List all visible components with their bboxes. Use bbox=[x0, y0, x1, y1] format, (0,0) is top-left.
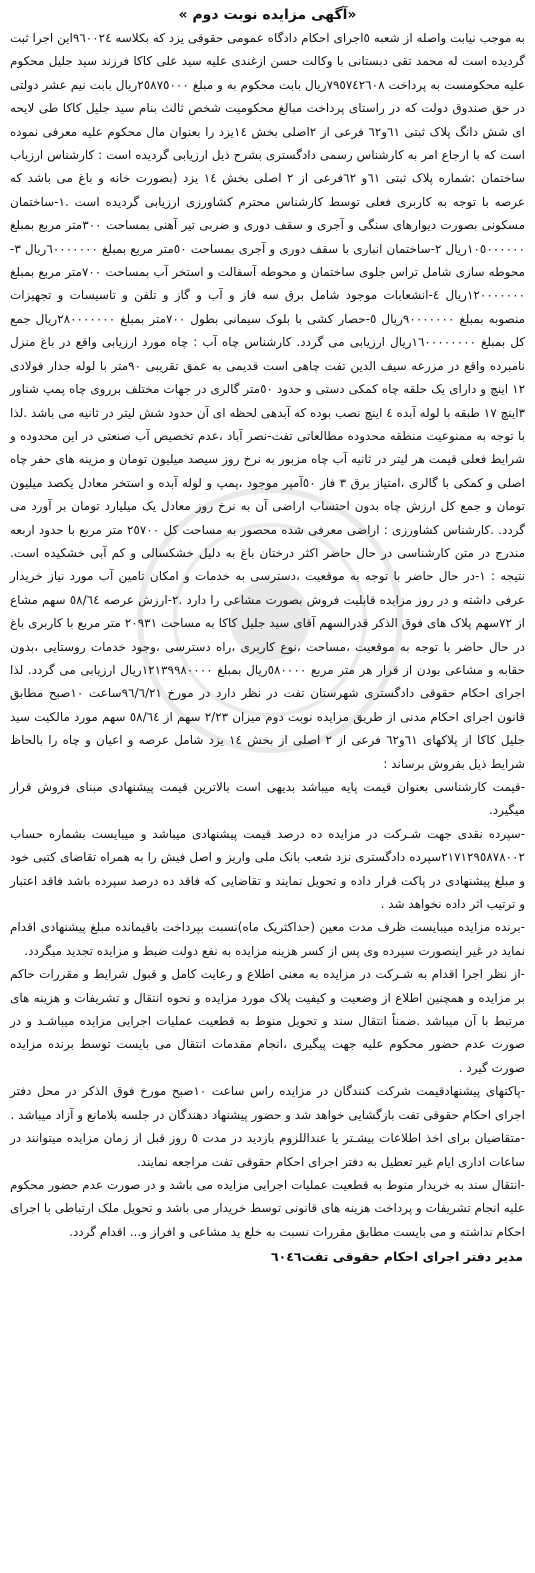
intro-paragraph: به موجب نیابت واصله از شعبه ٥اجرای احکام دادگاه عمومی حقوقی یزد که بکلاسه ۹٦۰۰۲٤این اجرا ثبت گردیده است له محمد تقی دبستانی با وکالت حسن ازغندی علیه سید علی کاکا فرزند سید جلیل محکوم علیه محکومست به پرداخت ۷۹٥۷٤٢٦۰۸ریال بابت محکوم به و مبلغ ۲٥۸۷٥۰۰۰ریال بابت نیم عشر دولتی در حق صندوق دولت که در راستای پرداخت مبالغ محکومیت شخص ثالث بنام سید جلیل کاکا طی لایحه ای شش دانگ پلاک ثبتی ٦۱و٦٢ فرعی از ٢اصلی بخش ١٤یزد را بعنوان مال محکوم علیه معرفی نموده است که با ارجاع امر به کارشناس رسمی دادگستری بشرح ذیل ارزیابی گردیده است : کارشناس ارزیاب ساختمان :شماره پلاک ثبتی ٦۱و ٦٢فرعی از ٢ اصلی بخش ١٤ یزد (بصورت خانه و باغ می باشد که عرصه با توجه به کاربری فعلی توسط کارشناس محترم کشاورزی ارزیابی گردیده است .١-ساختمان مسکونی بصورت دیوارهای سنگی و آجری و سقف دوری و ضربی تیر آهنی بمساحت ٣۰۰متر مربع بمبلغ ١۰٥۰۰۰۰۰۰ریال ٢-ساختمان انباری با سقف دوری و آجری بمساحت ٥۰متر مربع بمبلغ ٦۰۰۰۰۰۰۰ریال ٣-محوطه سازی شامل تراس جلوی ساختمان و محوطه آسفالت و استخر آب بمساحت ۷۰۰متر مربع بمبلغ ١٢۰۰۰۰۰۰۰ریال ٤-انشعابات موجود شامل برق سه فاز و آب و گاز و تلفن و تاسیسات و تجهیزات منصوبه بمبلغ ۹۰۰۰۰۰۰۰ریال ٥-حصار کشی با بلوک سیمانی بطول ۷۰۰متر بمبلغ ٢۸۰۰۰۰۰۰۰ریال جمع کل بمبلغ ١٦۰۰۰۰۰۰۰۰ریال ارزیابی می گردد. کارشناس چاه آب : چاه مورد ارزیابی واقع در باغ منزل نامبرده واقع در مزرعه سیف الدین تفت چاهی است قدیمی به عمق تقریبی ۹۰متر با لوله جدار فولادی ١٢ اینچ و دارای یک حلقه چاه کمکی دستی و حدود ٥۰متر گالری در جهات مختلف برروی چاه پمپ شناور ٣اینچ ١۷ طبقه با لوله آبده ٤ اینچ نصب بوده که آبدهی لحظه ای آن حدود شش لیتر در ثانیه می باشد .لذا با توجه به ممنوعیت منطقه محدوده مطالعاتی تفت-نصر آباد ،عدم تخصیص آب صنعتی در این محدوده و شرایط فعلی قیمت هر لیتر در ثانیه آب چاه مزبور به نرخ روز سیصد میلیون تومان و مزینه های حفر چاه اصلی و کمکی با گالری ،امتیاز برق ٣ فاز ٥۰آمپر موجود ،پمپ و لوله آبده و استخر معادل یکصد میلیون تومان و جمع کل ارزش چاه بدون احتساب اراضی آن به نرخ روز معادل یک میلیارد تومان بر آورد می گردد. .کارشناس کشاورزی : اراضی معرفی شده محصور به مساحت کل ٢٥۷۰۰ متر مربع با حدود اربعه مندرج در متن کارشناسی در حال حاضر اکثر درختان باغ به دلیل خشکسالی و کم آبی خشکیده است. نتیجه : ١-در حال حاضر با توجه به موقعیت ،دسترسی به خدمات و امکان تامین آب مورد نیاز خریدار عرفی داشته و در روز مزایده قابلیت فروش بصورت مشاعی را دارد .٢-ارزش عرصه ٥۸/٦٤ سهم مشاع از ۷٢سهم پلاک های فوق الذکر قدرالسهم آقای سید جلیل کاکا به مساحت ٢۰۹٣١ متر مربع با کاربری باغ در حال حاضر با توجه به موقعیت ،مساحت ،نوع کاربری ،راه دسترسی ،وجود خدمات روستایی ،بدون حقابه و مشاعی بودن از قرار هر متر مربع ٥۸۰۰۰۰ریال بمبلغ ١٢١٣۹۹۸۰۰۰۰ریال ارزیابی می گردد. لذا اجرای احکام حقوقی دادگستری شهرستان تفت در نظر دارد در مورخ ۹٦/٦/٢١ساعت ١۰صبح مطابق قانون اجرای احکام مدنی از طریق مزایده نوبت دوم میزان ٢/٢٣ سهم از ٥۸/٦٤ سهم مورد مالکیت سید جلیل کاکا از پلاکهای ٦۱و٦٢ فرعی از ٢ اصلی از بخش ١٤ یزد شامل عرصه و اعیان و چاه را بالحاظ شرایط ذیل بفروش برساند : bbox=[10, 31, 526, 771]
condition-transfer: -انتقال سند به خریدار منوط به قطعیت عملیات اجرایی مزایده می باشد و در صورت عدم حضور محکوم علیه انجام تشریفات و پرداخت هزینه های قانونی توسط خریدار می باشد و تحویل ملک ارتباطی با اجرای احکام نداشته و می بایست مطابق مقررات نسبت به خلع ید مشاعی و افراز و... اقدام گردد. bbox=[10, 1177, 525, 1239]
condition-envelope-opening: -پاکتهای پیشنهادقیمت شرکت کنندگان در مزایده راس ساعت ١۰صبح مورخ فوق الذکر در محل دفتر اجرای احکام حقوقی تفت بازگشایی خواهد شد و حضور پیشنهاد دهندگان در جلسه بلامانع و آزاد میباشد . bbox=[10, 1084, 526, 1122]
condition-participation-terms: -از نظر اجرا اقدام به شـرکت در مزایده به معنی اطلاع و رعایت کامل و قبول شرایط و مقررات حاکم بر مزایده و همچنین اطلاع از وضعیت و کیفیت پلاک مورد مزایده و نحوه انتقال و تشریفات و هزینه های مرتبط با آن میباشد .ضمناً انتقال سند و تحویل منوط به قطعیت عملیات اجرایی مزایده میباشـد و در صورت عدم حضور محکوم علیه جهت پیگیری ،انجام مقدمات انتقال می بایست توسط برنده مزایده صورت گیرد . bbox=[10, 967, 525, 1075]
condition-deposit: -سپرده نقدی جهت شـرکت در مزایده ده درصد قیمت پیشنهادی میباشد و میبایست بشماره حساب ٢١۷١٢۹٥۸۷۸۰۰٢سپرده دادگستری نزد شعب بانک ملی واریز و اصل فیش را به همراه تقاضای کتبی خود و مبلغ پیشنهادی در پاکت قرار داده و تحویل نمایند و تقاضایی که فاقد ده درصد سپرده باشد فاقد اعتبار و ترتیب اثر داده نخواهد شد . bbox=[10, 826, 525, 912]
condition-visit: -متقاضیان برای اخذ اطلاعات بیشـتر یا عنداللزوم بازدید در مدت ٥ روز قبل از زمان مزایده میتوانند در ساعات اداری ایام غیر تعطیل به دفتر اجرای احکام حقوقی تفت مراجعه نمایند. bbox=[10, 1131, 526, 1169]
condition-base-price: -قیمت کارشناسی بعنوان قیمت پایه میباشد بدیهی است بالاترین قیمت پیشنهادی مبنای فروش قرار میگیرد. bbox=[10, 780, 525, 818]
signature: مدیر دفتر اجرای احکام حقوقی تفت٦۰٤٦ bbox=[270, 1249, 523, 1265]
notice-title: «آگهی مزایده نوبت دوم » bbox=[178, 7, 357, 23]
condition-winner-payment: -برنده مزایده میبایست ظرف مدت معین (حداکثریک ماه)نسبت بپرداخت باقیمانده مبلغ پیشنهادی اقدام نماید در غیر اینصورت سپرده وی پس از کسر هزینه مزایده به نفع دولت ضبط و مزایده تجدید میگردد. bbox=[10, 920, 525, 958]
notice-body bbox=[10, 27, 525, 1244]
